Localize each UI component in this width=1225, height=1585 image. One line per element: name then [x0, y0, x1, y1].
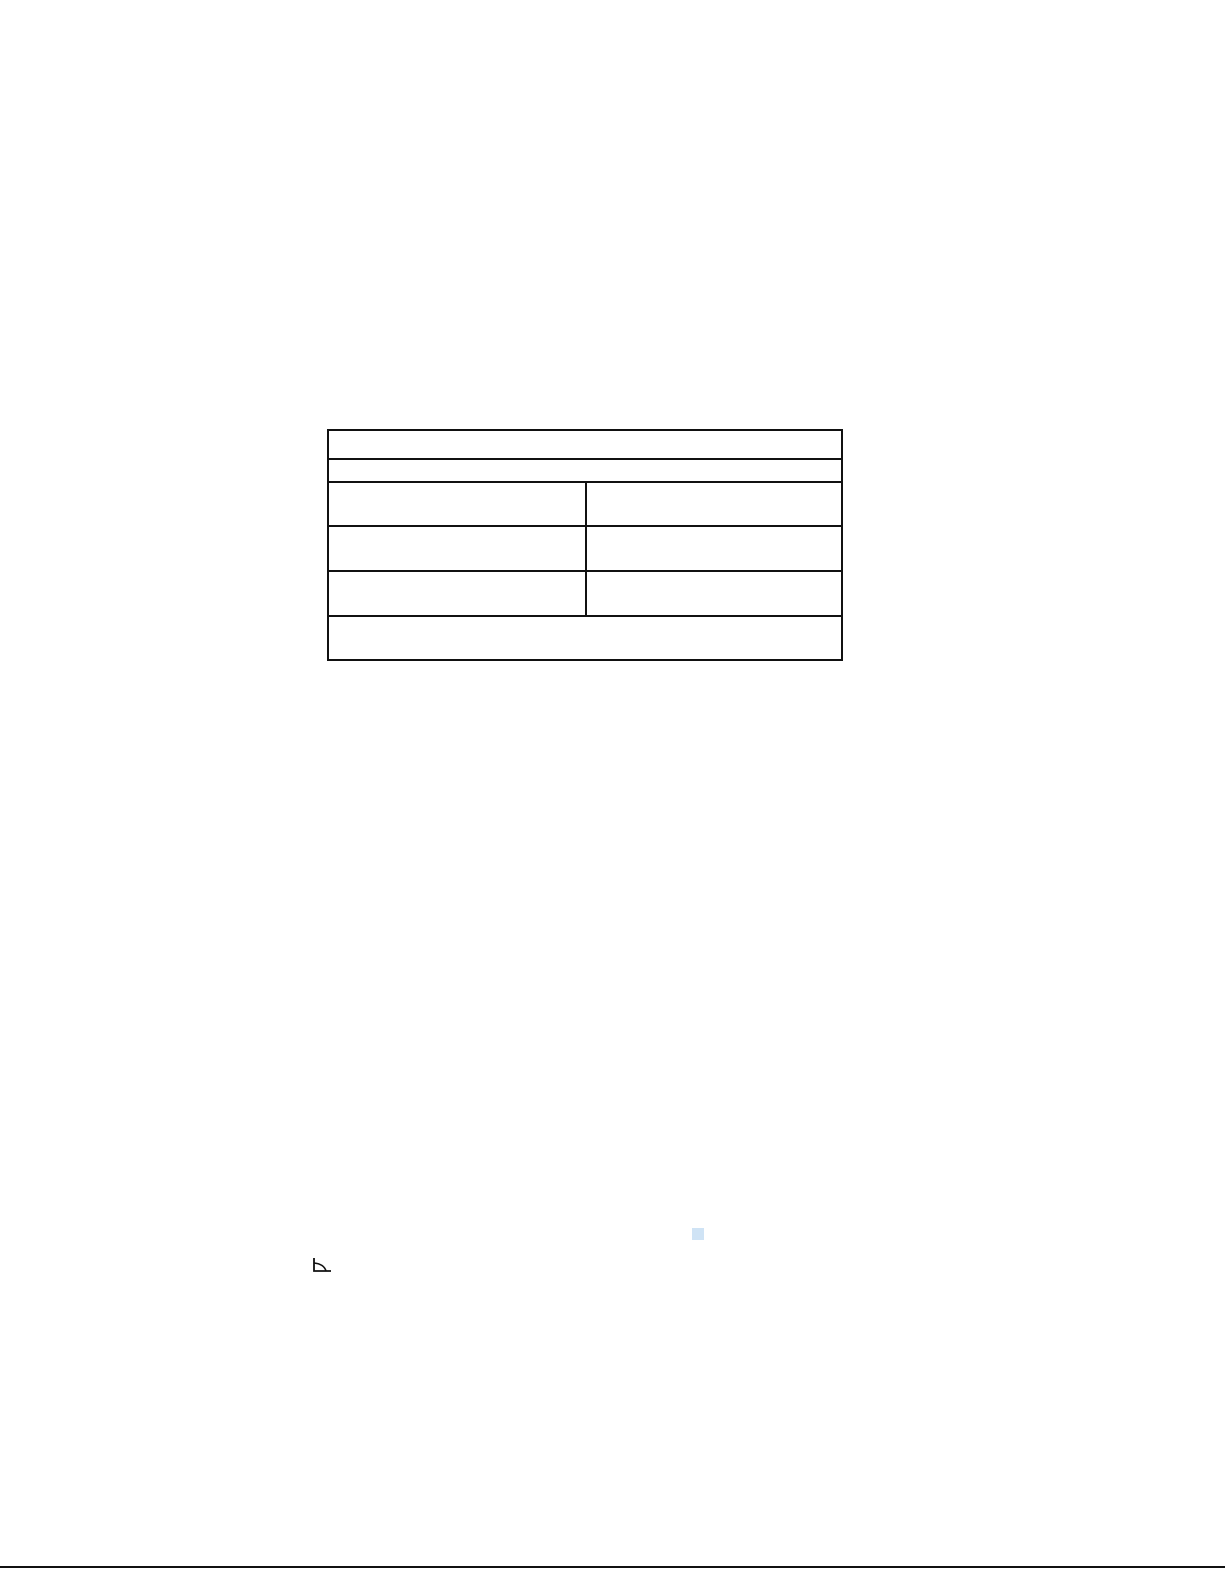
legend-swatch: [692, 1228, 704, 1240]
footer-rule: [0, 1566, 1225, 1568]
angle-icon: [311, 1256, 333, 1274]
chart-legend: [692, 1226, 708, 1242]
